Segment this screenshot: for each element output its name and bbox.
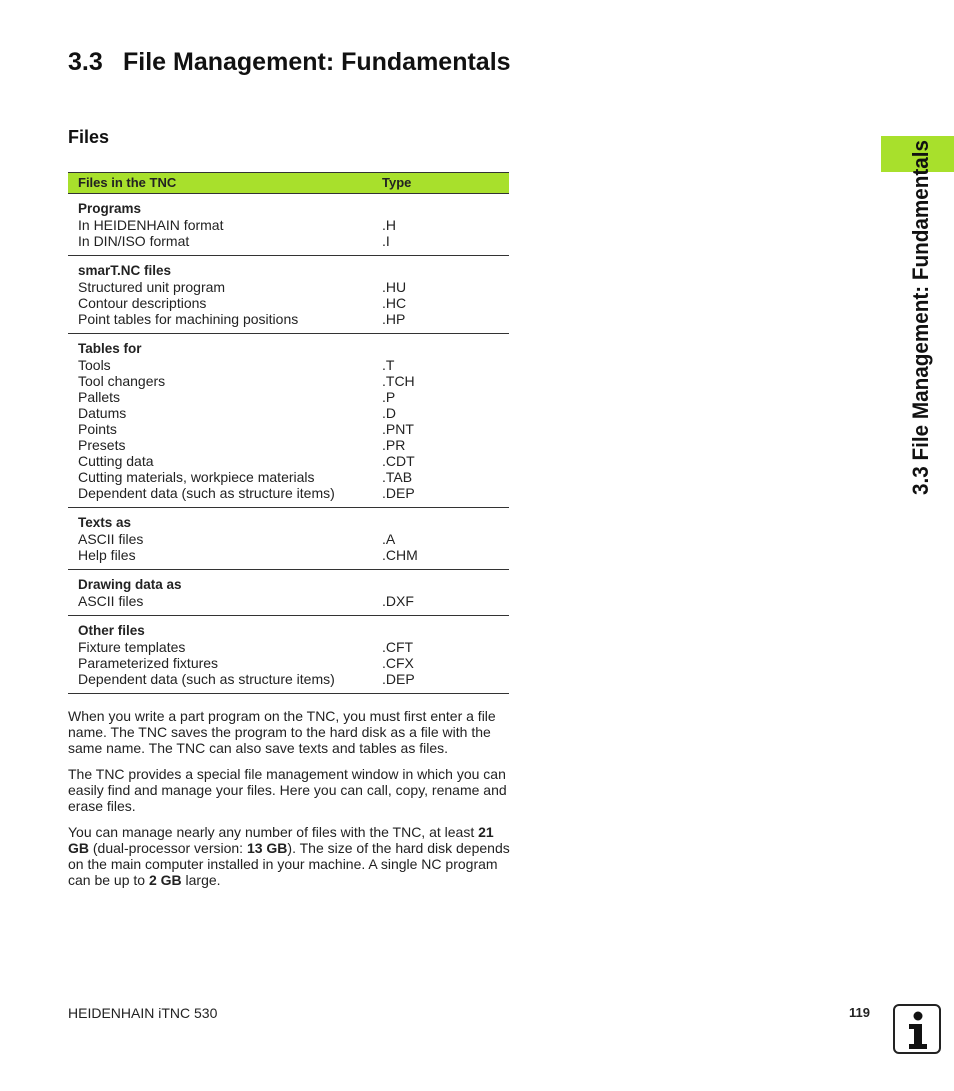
table-row [68, 469, 509, 485]
file-extension: .I [382, 233, 390, 249]
group-title-row [68, 577, 509, 593]
file-description: Datums [78, 405, 127, 421]
file-extension: .P [382, 389, 396, 405]
file-description: Tools [78, 357, 111, 373]
p3-bold-3: 2 GB [148, 872, 182, 888]
section-number: 3.3 [68, 48, 103, 76]
group-title: Other files [78, 623, 145, 638]
table-group [68, 570, 509, 616]
p3-text-4: large. [181, 872, 221, 888]
file-extension: .DEP [382, 485, 415, 501]
table-row [68, 389, 509, 405]
section-title: File Management: Fundamentals [123, 48, 511, 76]
group-title-row [68, 201, 509, 217]
file-description: Point tables for machining positions [78, 311, 299, 327]
file-description: Fixture templates [78, 639, 186, 655]
table-group [68, 508, 509, 570]
file-description: Pallets [78, 389, 121, 405]
file-extension: .T [382, 357, 395, 373]
file-extension: .HP [382, 311, 406, 327]
table-row [68, 421, 509, 437]
file-extension: .A [382, 531, 396, 547]
file-description: Cutting data [78, 453, 154, 469]
group-title: Tables for [78, 341, 142, 356]
p3-bold-2: 13 GB [246, 840, 288, 856]
file-types-table [68, 172, 509, 694]
file-extension: .TAB [382, 469, 413, 485]
table-row [68, 279, 509, 295]
file-description: Parameterized fixtures [78, 655, 219, 671]
header-files: Files in the TNC [78, 175, 177, 190]
group-title: Programs [78, 201, 142, 216]
table-row [68, 655, 509, 671]
file-extension: .CFT [382, 639, 414, 655]
file-description: Presets [78, 437, 126, 453]
table-row [68, 357, 509, 373]
file-extension: .H [382, 217, 396, 233]
table-header [68, 172, 509, 194]
table-row [68, 639, 509, 655]
file-extension: .CFX [382, 655, 414, 671]
file-extension: .TCH [382, 373, 415, 389]
file-extension: .CHM [382, 547, 418, 563]
file-extension: .DEP [382, 671, 415, 687]
file-description: Dependent data (such as structure items) [78, 671, 335, 687]
file-description: In HEIDENHAIN format [78, 217, 224, 233]
file-description: Help files [78, 547, 136, 563]
group-title: smarT.NC files [78, 263, 172, 278]
group-title: Drawing data as [78, 577, 182, 592]
files-subheading: Files [68, 127, 110, 147]
table-row [68, 295, 509, 311]
p3-bold-1: 21 GB [68, 824, 494, 856]
footer-product: HEIDENHAIN iTNC 530 [68, 1005, 218, 1021]
file-description: Contour descriptions [78, 295, 207, 311]
table-row [68, 373, 509, 389]
side-tab [896, 140, 946, 500]
page-number: 119 [849, 1005, 870, 1020]
file-description: Structured unit program [78, 279, 226, 295]
side-tab-label: 3.3 File Management: Fundamentals [908, 140, 933, 495]
table-row [68, 671, 509, 687]
table-group [68, 616, 509, 694]
table-group [68, 256, 509, 334]
file-extension: .HU [382, 279, 407, 295]
table-row [68, 593, 509, 609]
info-icon [893, 1004, 941, 1054]
file-description: Tool changers [78, 373, 166, 389]
table-body [68, 194, 509, 694]
file-extension: .HC [382, 295, 407, 311]
p3-text-2: (dual-processor version: [89, 840, 247, 856]
table-row [68, 217, 509, 233]
file-description: Cutting materials, workpiece materials [78, 469, 315, 485]
table-group [68, 334, 509, 508]
paragraph-2: The TNC provides a special file management window in which you can easily find and manage your files. Here you can call, copy, rename and erase files. [68, 766, 507, 814]
header-type: Type [382, 175, 412, 190]
group-title-row [68, 515, 509, 531]
file-extension: .PNT [382, 421, 414, 437]
file-description: Points [78, 421, 117, 437]
p3-text-1: You can manage nearly any number of files with the TNC, at least [68, 824, 479, 840]
table-row [68, 405, 509, 421]
group-title-row [68, 341, 509, 357]
file-extension: .D [382, 405, 396, 421]
table-row [68, 233, 509, 249]
table-group [68, 194, 509, 256]
p3-text-3: ). The size of the hard disk depends on the main computer installed in your machine. A single NC program can be up to [68, 840, 510, 888]
table-row [68, 531, 509, 547]
table-row [68, 311, 509, 327]
file-extension: .DXF [382, 593, 414, 609]
group-title-row [68, 623, 509, 639]
file-description: In DIN/ISO format [78, 233, 190, 249]
table-row [68, 485, 509, 501]
group-title: Texts as [78, 515, 132, 530]
file-extension: .PR [382, 437, 406, 453]
table-row [68, 453, 509, 469]
file-description: Dependent data (such as structure items) [78, 485, 335, 501]
file-description: ASCII files [78, 531, 144, 547]
paragraph-3 [68, 824, 513, 888]
group-title-row [68, 263, 509, 279]
paragraph-1: When you write a part program on the TNC, you must first enter a file name. The TNC saves the program to the hard disk as a file with the same name. The TNC can also save texts and tables as files. [68, 708, 496, 756]
table-row [68, 437, 509, 453]
table-row [68, 547, 509, 563]
file-extension: .CDT [382, 453, 415, 469]
file-description: ASCII files [78, 593, 144, 609]
